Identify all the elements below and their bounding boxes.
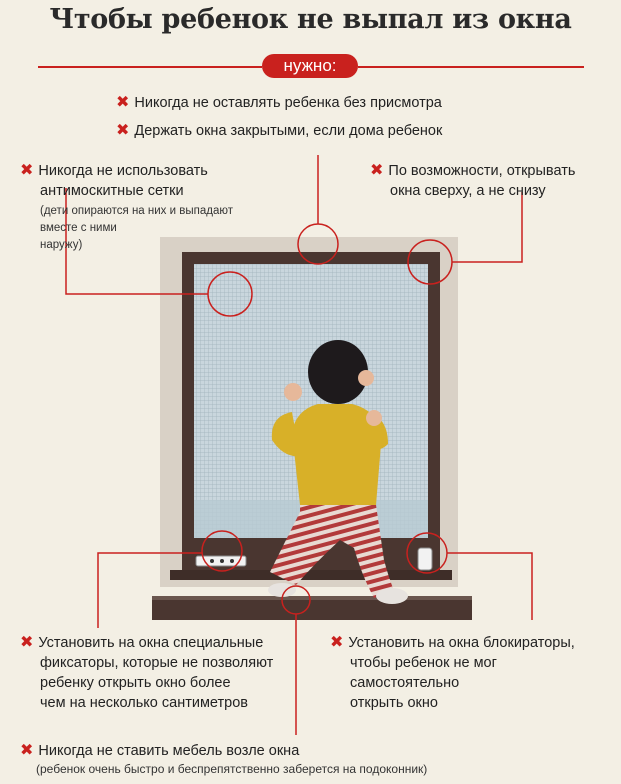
tip-install-blockers: ✖ Установить на окна блокираторы, чтобы ребенок не мог самостоятельно открыть окно <box>330 632 575 711</box>
tip-no-mosquito-net: ✖ Никогда не использовать антимоскитные сетки (дети опираются на них и выпадают вместе с ними наружу) <box>20 160 233 251</box>
window-sill <box>170 570 452 580</box>
required-badge: нужно: <box>262 54 358 78</box>
blocker-icon <box>418 548 432 570</box>
page-title: Чтобы ребенок не выпал из окна <box>49 4 572 35</box>
x-mark-icon: ✖ <box>330 632 344 651</box>
x-mark-icon: ✖ <box>20 740 34 759</box>
tip-open-from-top: ✖ По возможности, открывать окна сверху, а не снизу <box>370 160 576 199</box>
tip-no-furniture: ✖ Никогда не ставить мебель возле окна (ребенок очень быстро и беспрепятственно заберется на подоконник) <box>20 740 428 776</box>
x-mark-icon: ✖ <box>20 632 34 651</box>
tip-supervision: ✖ Никогда не оставлять ребенка без присмотра <box>116 92 442 111</box>
tip-closed-windows: ✖ Держать окна закрытыми, если дома ребенок <box>116 120 443 139</box>
x-mark-icon: ✖ <box>116 120 130 139</box>
window-board <box>152 598 472 620</box>
x-mark-icon: ✖ <box>116 92 130 111</box>
x-mark-icon: ✖ <box>370 160 384 179</box>
tip-install-fixators: ✖ Установить на окна специальные фиксаторы, которые не позволяют ребенку открыть окно более чем на несколько сантиметров <box>20 632 274 711</box>
x-mark-icon: ✖ <box>20 160 34 179</box>
